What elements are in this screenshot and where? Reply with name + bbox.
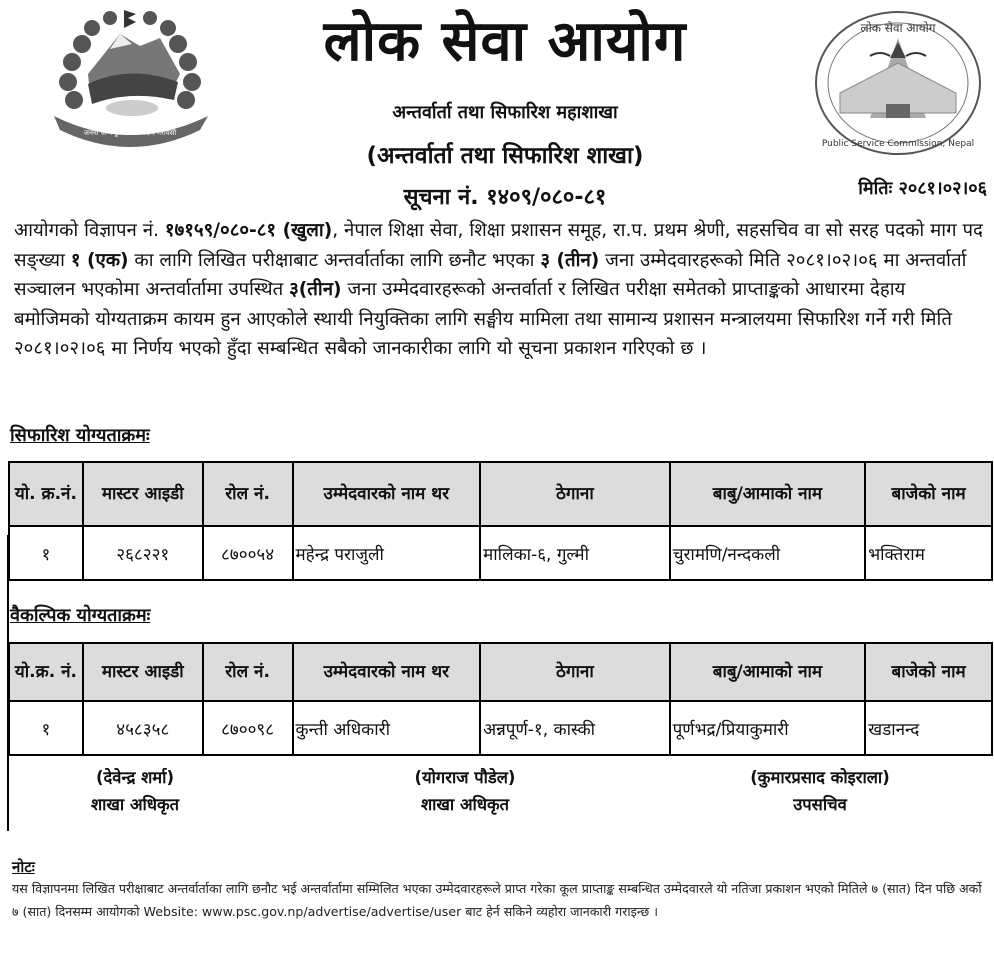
col-parents: बाबु/आमाको नाम [670,643,866,701]
alternate-heading: वैकल्पिक योग्यताक्रमः [10,605,151,626]
cell-address: मालिका-६, गुल्मी [480,526,670,580]
cell-master-id: ४५८३५८ [83,701,203,755]
seal-text-ring: Public Service Commission, Nepal [821,139,975,149]
signature-block [40,764,230,818]
body-text: जना उम्मेदवारहरूको अन्तर्वार्ता र लिखित परीक्षा समेतको प्राप्ताङ्कको आधारमा देहाय बमोजिमको योग्यताक्रम कायम हुन आएकोले स्थायी नियुक्तिका लागि सङ्घीय मामिला तथा सामान्य प्रशासन मन्त्रालयमा सिफारिश गर्ने गरी मिति २०८१।०२।०६ मा निर्णय भएको हुँदा सम्बन्धित सबैको जानकारीका लागि यो सूचना प्रकाशन गरिएको छ । [14,279,952,359]
cell-roll-no: ८७००५४ [203,526,293,580]
cell-grandfather: भक्तिराम [865,526,992,580]
cell-name: महेन्द्र पराजुली [293,526,481,580]
table-row [9,701,992,755]
cell-serial: १ [9,701,83,755]
body-text: आयोगको विज्ञापन नं. [14,220,165,241]
division-name: अन्तर्वार्ता तथा सिफारिश महाशाखा [392,102,618,123]
signatory-title: उपसचिव [793,795,847,814]
signatory-title: शाखा अधिकृत [90,795,180,814]
alternate-table [8,642,993,756]
cell-parents: चुरामणि/नन्दकली [670,526,866,580]
col-address: ठेगाना [480,462,670,526]
col-name: उम्मेदवारको नाम थर [293,643,481,701]
public-service-commission-seal-icon [810,8,988,158]
col-serial: यो.क्र. नं. [9,643,83,701]
signatory-name: (योगराज पौडेल) [414,768,516,787]
notice-date: मितिः २०८१।०२।०६ [858,178,987,199]
table-header-row [9,643,992,701]
col-grandfather: बाजेको नाम [865,462,992,526]
note-text [12,878,987,923]
note-body: यस विज्ञापनमा लिखित परीक्षाबाट अन्तर्वार्ताका लागि छनौट भई अन्तर्वार्तामा सम्मिलित भएका उम्मेदवारहरूले प्राप्त गरेका कूल प्राप्ताङ्क सम्बन्धित उम्मेदवारले यो नतिजा प्रकाशन भएको मितिले ७ (सात) दिन पछि अर्को ७ (सात) दिनसम्म आयोगको Website: [12,881,982,919]
shortlisted-count: ३ (तीन) [540,249,600,271]
signatory-title: शाखा अधिकृत [420,795,510,814]
cell-roll-no: ८७००९८ [203,701,293,755]
signature-block [700,764,940,818]
left-border-line [7,535,9,831]
col-roll-no: रोल नं. [203,462,293,526]
col-serial: यो. क्र.नं. [9,462,83,526]
col-parents: बाबु/आमाको नाम [670,462,866,526]
website-link[interactable]: www.psc.gov.np/advertise/advertise/user [202,903,462,919]
present-count: ३(तीन) [289,279,342,300]
notice-body [14,216,986,364]
signatory-name: (कुमारप्रसाद कोइराला) [750,768,890,787]
signature-block [365,764,565,818]
signatory-name: (देवेन्द्र शर्मा) [96,768,174,787]
nepal-government-emblem-icon [40,4,220,149]
section-name: (अन्तर्वार्ता तथा सिफारिश शाखा) [366,143,644,169]
cell-parents: पूर्णभद्र/प्रियाकुमारी [670,701,866,755]
col-name: उम्मेदवारको नाम थर [293,462,481,526]
table-header-row [9,462,992,526]
seal-text-top: लोक सेवा आयोग [860,21,936,35]
recommended-table [8,461,993,581]
col-roll-no: रोल नं. [203,643,293,701]
col-master-id: मास्टर आइडी [83,462,203,526]
note-heading: नोटः [12,858,35,876]
advertisement-number: १७१५९/०८०-८१ (खुला) [164,220,333,241]
cell-master-id: २६८२२१ [83,526,203,580]
body-text: जना उम्मेदवारहरूको मिति २०८१।०२।०६ मा अन्तर्वार्ता सञ्चालन भएकोमा अन्तर्वार्तामा उपस्थित [14,249,967,300]
cell-name: कुन्ती अधिकारी [293,701,481,755]
cell-grandfather: खडानन्द [865,701,992,755]
note-body: बाट हेर्न सकिने व्यहोरा जानकारी गराइन्छ । [461,903,659,919]
post-count: १ (एक) [70,249,129,271]
notice-number: सूचना नं. १४०९/०८०-८१ [403,185,607,210]
recommended-heading: सिफारिश योग्यताक्रमः [10,425,150,446]
col-master-id: मास्टर आइडी [83,643,203,701]
cell-address: अन्नपूर्ण-१, कास्की [480,701,670,755]
page-title: लोक सेवा आयोग [323,9,687,74]
table-row [9,526,992,580]
emblem-motto: जननी जन्मभूमिश्च स्वर्गादपि गरीयसी [83,129,177,137]
body-text: का लागि लिखित परीक्षाबाट अन्तर्वार्ताका लागि छनौट भएका [128,249,541,271]
col-address: ठेगाना [480,643,670,701]
cell-serial: १ [9,526,83,580]
body-text: , नेपाल शिक्षा सेवा, शिक्षा प्रशासन समूह, रा.प. प्रथम श्रेणी, सहसचिव वा सो सरह पदको माग पद सङ्ख्या [14,220,983,271]
col-grandfather: बाजेको नाम [865,643,992,701]
